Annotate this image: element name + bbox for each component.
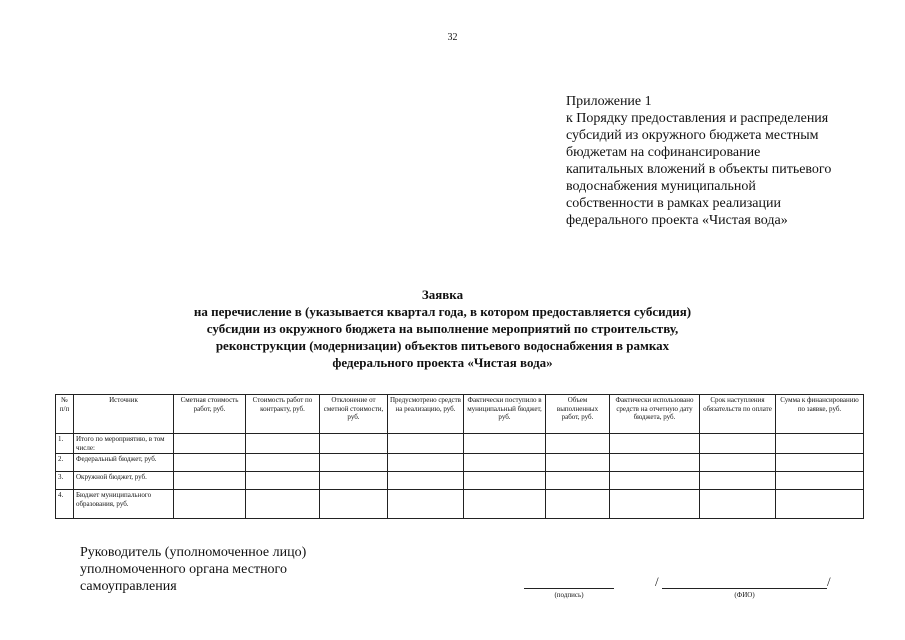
column-header: Фактически использовано средств на отчетную дату бюджета, руб. — [610, 395, 700, 434]
table-cell — [464, 454, 546, 472]
table-cell — [610, 434, 700, 454]
row-source: Федеральный бюджет, руб. — [74, 454, 174, 472]
column-header: Сумма к финансированию по заявке, руб. — [776, 395, 864, 434]
slash-left: / — [655, 574, 659, 589]
request-table — [55, 394, 864, 519]
table-cell — [246, 490, 320, 519]
column-header: Фактически поступило в муниципальный бюджет, руб. — [464, 395, 546, 434]
table-cell — [776, 472, 864, 490]
row-source: Окружной бюджет, руб. — [74, 472, 174, 490]
table-cell — [388, 490, 464, 519]
row-number: 1. — [56, 434, 74, 454]
signer-line: самоуправления — [80, 579, 177, 594]
table-cell — [610, 490, 700, 519]
table-row — [56, 454, 864, 472]
table-cell — [320, 454, 388, 472]
slash-right: / — [827, 574, 831, 589]
appendix-line: водоснабжения муниципальной — [566, 179, 756, 194]
title-heading: Заявка — [421, 287, 464, 302]
table-cell — [320, 434, 388, 454]
appendix-line: бюджетам на софинансирование — [566, 145, 761, 160]
column-header: Объем выполненных работ, руб. — [546, 395, 610, 434]
table-cell — [174, 472, 246, 490]
table-cell — [776, 434, 864, 454]
signer-line: уполномоченного органа местного — [80, 562, 287, 577]
table-cell — [546, 434, 610, 454]
table-cell — [776, 490, 864, 519]
appendix-block — [566, 93, 866, 229]
table-cell — [776, 454, 864, 472]
table-cell — [388, 472, 464, 490]
appendix-line: собственности в рамках реализации — [566, 196, 781, 211]
table-row — [56, 434, 864, 454]
table-cell — [464, 434, 546, 454]
page-number: 32 — [447, 32, 458, 43]
request-title — [120, 286, 765, 371]
table-cell — [388, 454, 464, 472]
signature-line — [524, 588, 614, 589]
column-header: Отклонение от сметной стоимости, руб. — [320, 395, 388, 434]
title-line: на перечисление в (указывается квартал года, в котором предоставляется субсидия) — [193, 304, 692, 319]
row-number: 3. — [56, 472, 74, 490]
table-cell — [246, 472, 320, 490]
table-cell — [320, 472, 388, 490]
title-line: федерального проекта «Чистая вода» — [332, 355, 553, 370]
table-cell — [174, 434, 246, 454]
table-cell — [700, 454, 776, 472]
name-line — [662, 588, 827, 589]
title-line: субсидии из окружного бюджета на выполнение мероприятий по строительству, — [206, 321, 679, 336]
table-cell — [546, 472, 610, 490]
signer-line: Руководитель (уполномоченное лицо) — [80, 545, 307, 560]
table-cell — [464, 472, 546, 490]
table-cell — [320, 490, 388, 519]
table-row — [56, 472, 864, 490]
table-cell — [610, 472, 700, 490]
table-cell — [464, 490, 546, 519]
table-header-row — [56, 395, 864, 434]
column-header: Источник — [74, 395, 174, 434]
column-header: Сметная стоимость работ, руб. — [174, 395, 246, 434]
table-cell — [174, 454, 246, 472]
table-cell — [246, 434, 320, 454]
table-cell — [174, 490, 246, 519]
row-source: Бюджет муниципального образования, руб. — [74, 490, 174, 519]
table-cell — [546, 490, 610, 519]
appendix-line: к Порядку предоставления и распределения — [566, 111, 829, 126]
table-cell — [246, 454, 320, 472]
signer-block — [80, 544, 400, 595]
row-number: 2. — [56, 454, 74, 472]
table-row — [56, 490, 864, 519]
column-header: Стоимость работ по контракту, руб. — [246, 395, 320, 434]
signature-caption: (подпись) — [554, 591, 584, 599]
name-caption: (ФИО) — [734, 591, 755, 599]
appendix-line: субсидий из окружного бюджета местным — [566, 128, 819, 143]
table-cell — [700, 434, 776, 454]
row-number: 4. — [56, 490, 74, 519]
table-cell — [610, 454, 700, 472]
table-cell — [388, 434, 464, 454]
appendix-line: капитальных вложений в объекты питьевого — [566, 162, 832, 177]
table-cell — [700, 490, 776, 519]
title-line: реконструкции (модернизации) объектов питьевого водоснабжения в рамках — [215, 338, 670, 353]
column-header: Срок наступления обязательств по оплате — [700, 395, 776, 434]
row-source: Итого по мероприятию, в том числе: — [74, 434, 174, 454]
appendix-line: федерального проекта «Чистая вода» — [566, 213, 788, 228]
appendix-line: Приложение 1 — [566, 94, 652, 109]
table-cell — [546, 454, 610, 472]
table-cell — [700, 472, 776, 490]
column-header: № п/п — [56, 395, 74, 434]
column-header: Предусмотрено средств на реализацию, руб. — [388, 395, 464, 434]
